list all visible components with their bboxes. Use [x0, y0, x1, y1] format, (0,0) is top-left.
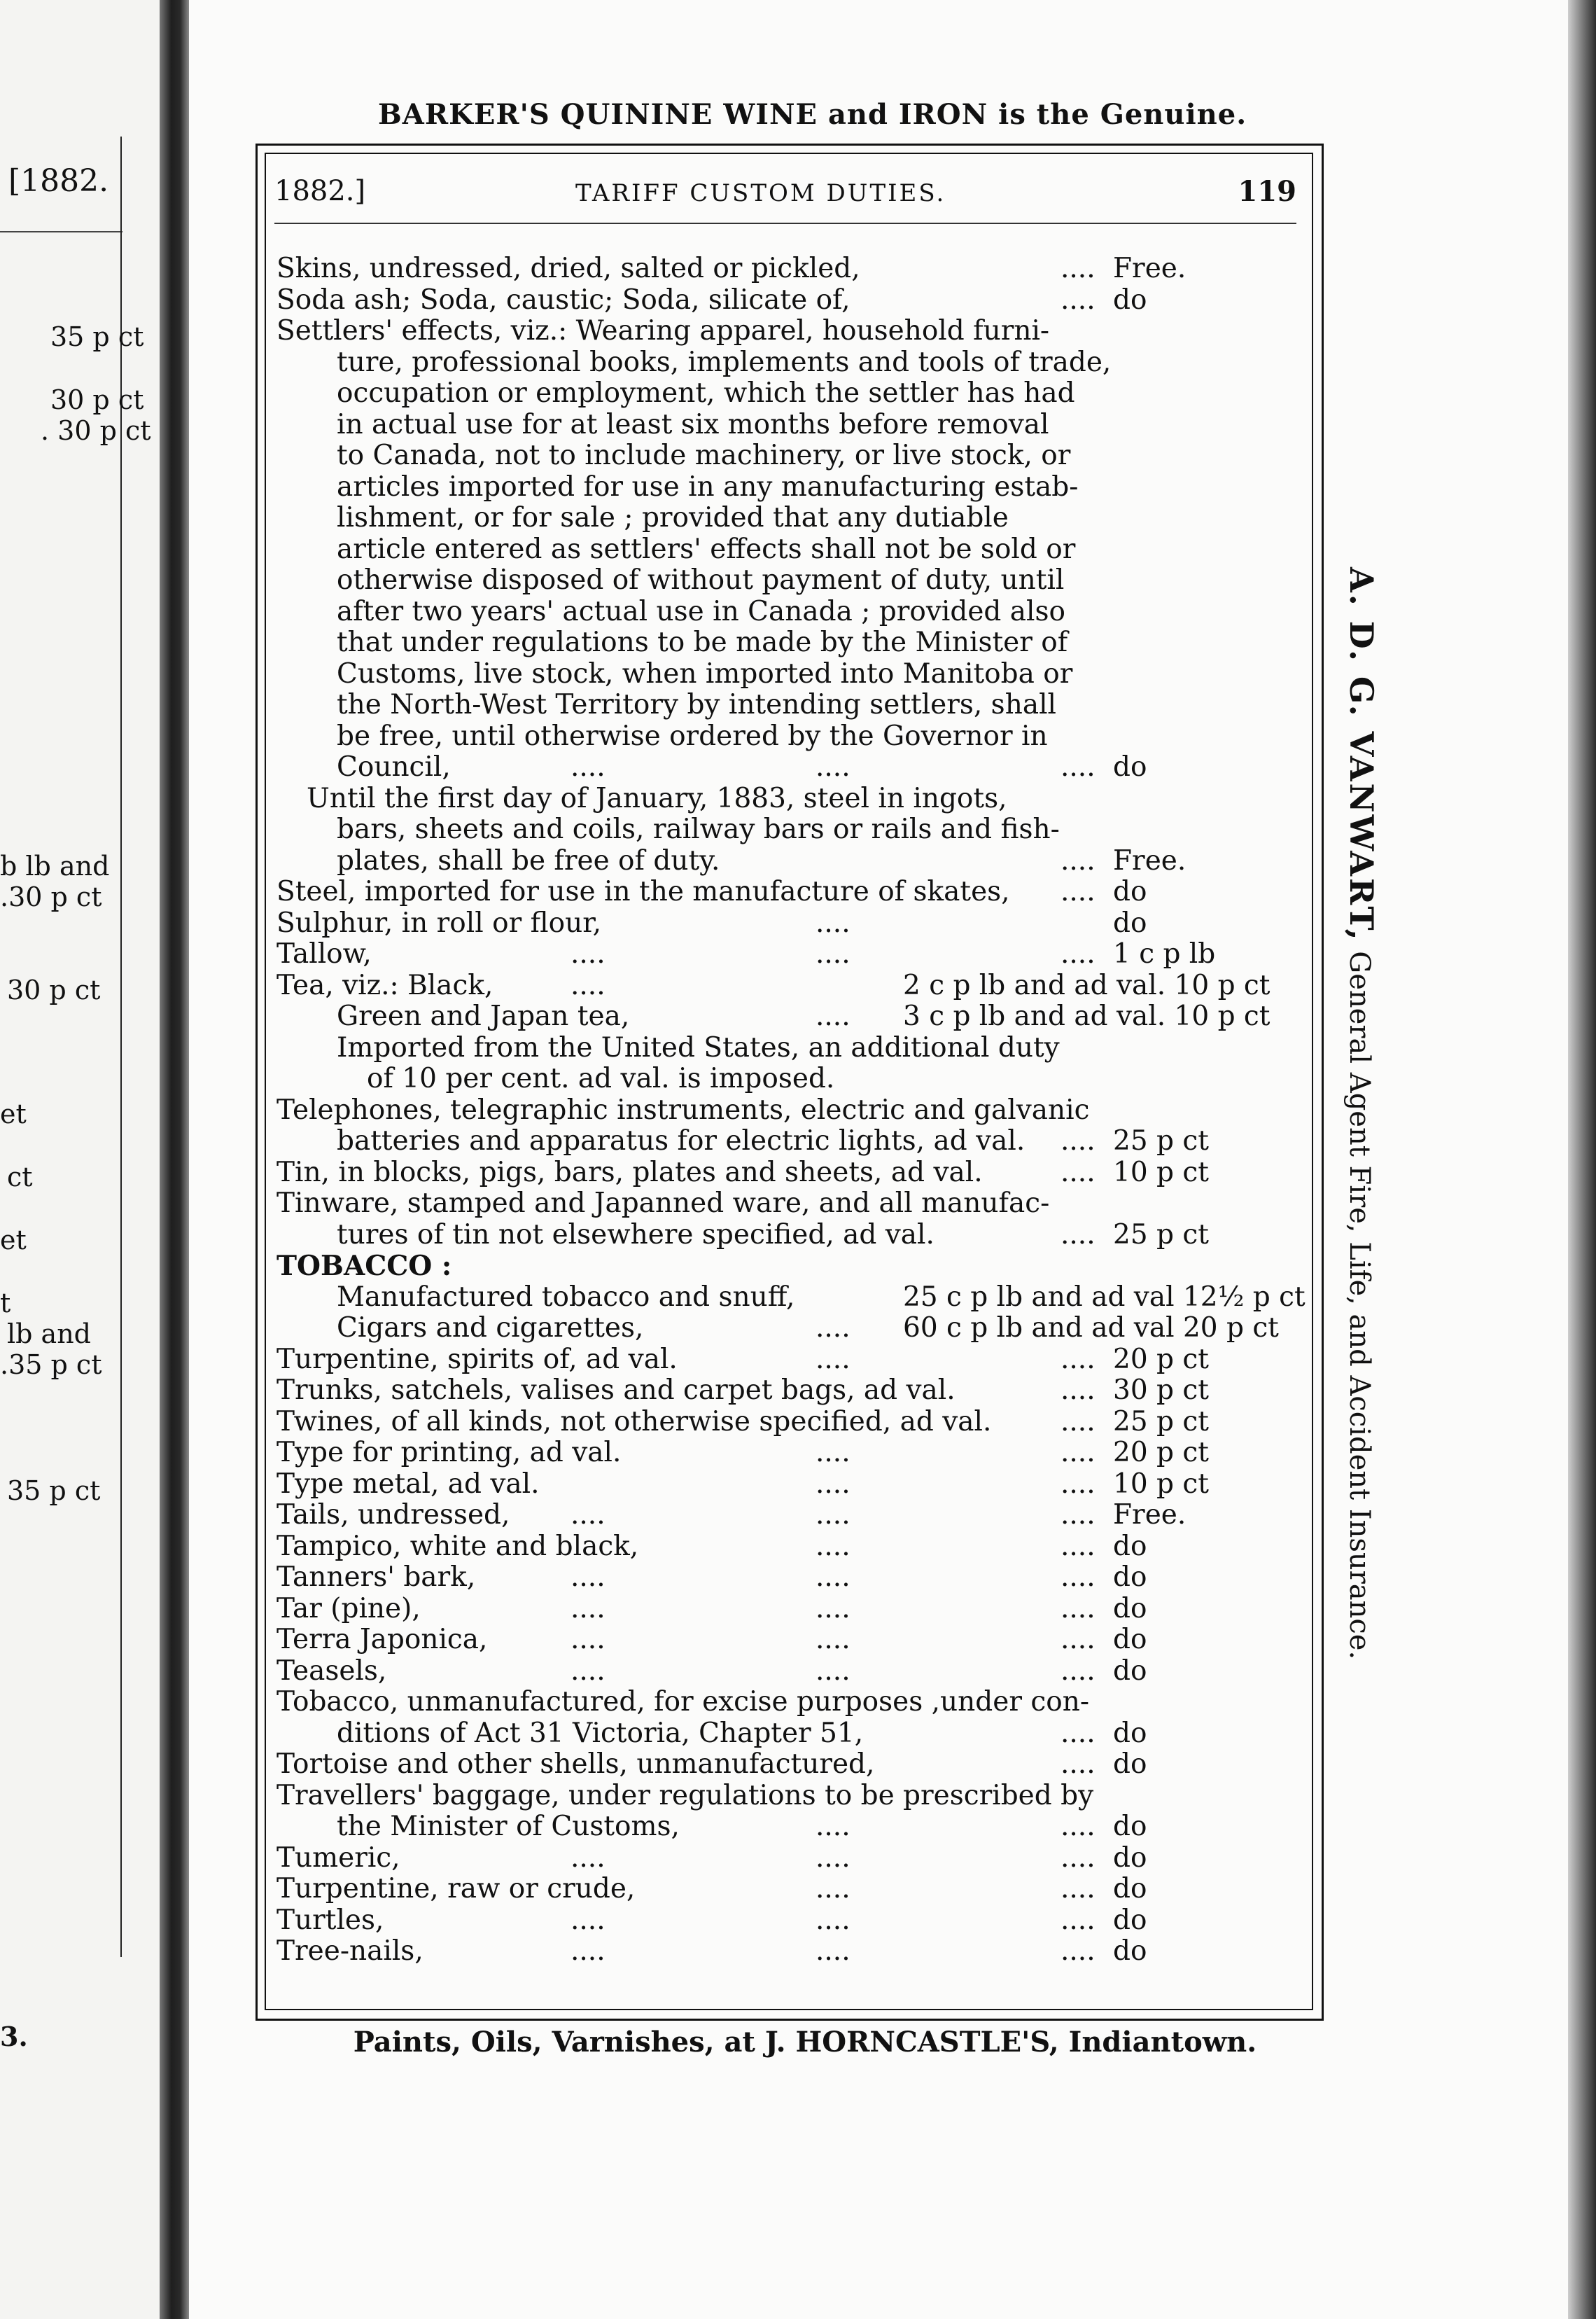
- leader-dots: ....: [570, 969, 606, 1001]
- item-text: Tin, in blocks, pigs, bars, plates and sheets, ad val.: [276, 1156, 983, 1188]
- duty-rate: Free.: [1113, 253, 1186, 284]
- leader-dots: ....: [1060, 1156, 1096, 1188]
- leader-dots: ....: [1060, 1624, 1096, 1655]
- leader-dots: ....: [570, 1655, 606, 1687]
- page-title: TARIFF CUSTOM DUTIES.: [575, 179, 946, 207]
- leader-dots: ....: [816, 1468, 850, 1500]
- page-header: [274, 175, 1296, 210]
- left-fragment: et: [0, 1225, 27, 1255]
- duty-rate: do: [1113, 1717, 1147, 1749]
- item-text: otherwise disposed of without payment of duty, until: [337, 564, 1065, 596]
- tariff-line: [276, 378, 1306, 410]
- leader-dots: ....: [816, 1530, 850, 1562]
- tariff-line: [276, 1749, 1306, 1781]
- item-text: Imported from the United States, an additional duty: [337, 1031, 1060, 1064]
- leader-dots: ....: [816, 1312, 850, 1344]
- running-head-advertisement: BARKER'S QUININE WINE and IRON is the Genuine.: [378, 98, 1247, 131]
- duty-rate: Free.: [1113, 1499, 1186, 1531]
- duty-rate: 25 p ct: [1113, 1218, 1209, 1251]
- item-text: Tortoise and other shells, unmanufactured,: [276, 1748, 875, 1780]
- leader-dots: ....: [816, 1935, 850, 1967]
- left-fragment: 35 p ct: [7, 1475, 101, 1506]
- leader-dots: ....: [816, 1624, 850, 1655]
- tariff-line: [276, 1562, 1306, 1594]
- tariff-line: [276, 1718, 1306, 1750]
- tariff-line: [276, 784, 1306, 815]
- section-heading: [276, 1251, 1306, 1282]
- tariff-line: [276, 1313, 1306, 1344]
- item-text: in actual use for at least six months before removal: [337, 408, 1049, 440]
- item-text: to Canada, not to include machinery, or live stock, or: [337, 440, 1071, 471]
- tariff-line: [276, 1157, 1306, 1189]
- leader-dots: ....: [816, 1655, 850, 1687]
- left-fragment: .35 p ct: [0, 1349, 102, 1380]
- leader-dots: ....: [570, 1499, 606, 1531]
- tariff-line: [276, 534, 1306, 566]
- tariff-line: [276, 1001, 1306, 1033]
- leader-dots: ....: [1060, 876, 1096, 907]
- side-ad-text: General Agent Fire, Life, and Accident Insurance.: [1343, 942, 1376, 1660]
- tariff-line: [276, 659, 1306, 690]
- tariff-line: [276, 908, 1306, 940]
- tariff-line: [276, 440, 1306, 472]
- item-text: Trunks, satchels, valises and carpet bags, ad val.: [276, 1374, 955, 1406]
- duty-rate: 20 p ct: [1113, 1437, 1209, 1468]
- leader-dots: ....: [816, 1873, 850, 1904]
- duty-rate: do: [1113, 1904, 1147, 1936]
- tariff-line: [276, 410, 1306, 441]
- leader-dots: ....: [816, 1001, 850, 1032]
- item-text: Customs, live stock, when imported into Manitoba or: [337, 657, 1073, 690]
- left-fragment: 30 p ct: [50, 384, 144, 415]
- leader-dots: ....: [816, 1841, 850, 1874]
- leader-dots: ....: [1060, 1811, 1096, 1842]
- leader-dots: ....: [1060, 1748, 1096, 1780]
- tariff-line: [276, 1531, 1306, 1563]
- leader-dots: ....: [816, 938, 850, 970]
- item-text: TOBACCO :: [276, 1250, 452, 1282]
- item-text: Tallow,: [276, 938, 372, 970]
- tariff-line: [276, 814, 1306, 846]
- tariff-line: [276, 1874, 1306, 1905]
- left-fragment: . 30 p ct: [41, 415, 151, 446]
- duty-rate: do: [1113, 1811, 1147, 1842]
- header-rule: [274, 223, 1296, 224]
- tariff-line: [276, 472, 1306, 503]
- leader-dots: ....: [816, 1904, 850, 1936]
- item-text: bars, sheets and coils, railway bars or rails and fish-: [337, 814, 1060, 845]
- tariff-line: [276, 752, 1306, 784]
- footer-advertisement: Paints, Oils, Varnishes, at J. HORNCASTLE'S, Indiantown.: [353, 2026, 1257, 2059]
- item-text: Turpentine, raw or crude,: [276, 1873, 636, 1904]
- side-advertisement: [1343, 567, 1380, 1660]
- tariff-line: [276, 1656, 1306, 1687]
- tariff-line: [276, 1843, 1306, 1874]
- item-text: Terra Japonica,: [276, 1624, 488, 1655]
- leader-dots: ....: [1060, 1405, 1096, 1437]
- duty-rate: 3 c p lb and ad val. 10 p ct: [903, 1001, 1270, 1032]
- item-text: Turtles,: [276, 1904, 384, 1936]
- header-year: 1882.]: [274, 175, 366, 207]
- left-page-header-rule: [0, 231, 122, 232]
- tariff-line: [276, 316, 1306, 347]
- leader-dots: ....: [570, 751, 606, 783]
- item-text: Until the first day of January, 1883, steel in ingots,: [307, 782, 1007, 814]
- duty-rate: 10 p ct: [1113, 1156, 1209, 1188]
- leader-dots: ....: [1060, 284, 1096, 316]
- book-gutter: [160, 0, 189, 2319]
- tariff-line: [276, 939, 1306, 970]
- item-text: Telephones, telegraphic instruments, electric and galvanic: [276, 1094, 1090, 1126]
- item-text: Tar (pine),: [276, 1592, 421, 1624]
- leader-dots: ....: [1060, 751, 1096, 783]
- tariff-line: [276, 285, 1306, 316]
- item-text: Type for printing, ad val.: [276, 1437, 622, 1468]
- duty-rate: do: [1113, 907, 1147, 939]
- left-fragment: et: [0, 1099, 27, 1129]
- tariff-line: [276, 1469, 1306, 1500]
- leader-dots: ....: [570, 1624, 606, 1655]
- duty-rate: do: [1113, 1935, 1147, 1967]
- duty-rate: do: [1113, 284, 1147, 316]
- duty-rate: 25 c p lb and ad val 12½ p ct: [903, 1281, 1306, 1313]
- tariff-line: [276, 1375, 1306, 1407]
- item-text: Council,: [337, 751, 451, 783]
- item-text: tures of tin not elsewhere specified, ad val.: [337, 1218, 934, 1251]
- tariff-line: [276, 1407, 1306, 1438]
- tariff-line: [276, 1936, 1306, 1968]
- tariff-line: [276, 565, 1306, 597]
- tariff-line: [276, 1126, 1306, 1157]
- leader-dots: ....: [1060, 1841, 1096, 1874]
- leader-dots: ....: [1060, 1499, 1096, 1531]
- item-text: Twines, of all kinds, not otherwise specified, ad val.: [276, 1405, 992, 1437]
- leader-dots: ....: [1060, 1873, 1096, 1904]
- left-fragment: .30 p ct: [0, 882, 102, 912]
- duty-rate: 10 p ct: [1113, 1468, 1209, 1500]
- leader-dots: ....: [1060, 253, 1096, 284]
- item-text: Cigars and cigarettes,: [337, 1312, 644, 1344]
- page-number: 119: [1238, 175, 1296, 208]
- tariff-line: [276, 253, 1306, 285]
- item-text: of 10 per cent. ad val. is imposed.: [367, 1063, 835, 1094]
- item-text: the North-West Territory by intending settlers, shall: [337, 689, 1057, 720]
- leader-dots: ....: [816, 1343, 850, 1375]
- duty-rate: do: [1113, 1655, 1147, 1687]
- duty-rate: 1 c p lb: [1113, 938, 1216, 970]
- tariff-line: [276, 970, 1306, 1002]
- leader-dots: ....: [1060, 1530, 1096, 1562]
- left-fragment: lb and: [7, 1318, 92, 1349]
- tariff-line: [276, 1033, 1306, 1064]
- tariff-line: [276, 1282, 1306, 1314]
- duty-rate: 25 p ct: [1113, 1405, 1209, 1437]
- item-text: Green and Japan tea,: [337, 1001, 630, 1032]
- leader-dots: ....: [1060, 1437, 1096, 1468]
- leader-dots: ....: [1060, 938, 1096, 970]
- item-text: Skins, undressed, dried, salted or pickled,: [276, 253, 860, 284]
- leader-dots: ....: [1060, 1935, 1096, 1967]
- tariff-line: [276, 1220, 1306, 1251]
- item-text: article entered as settlers' effects shall not be sold or: [337, 533, 1076, 565]
- leader-dots: ....: [570, 1904, 606, 1936]
- duty-rate: do: [1113, 1592, 1147, 1624]
- duty-rate: Free.: [1113, 844, 1186, 877]
- item-text: Tampico, white and black,: [276, 1530, 639, 1562]
- item-text: Steel, imported for use in the manufacture of skates,: [276, 876, 1010, 907]
- duty-rate: 25 p ct: [1113, 1125, 1209, 1157]
- leader-dots: ....: [1060, 1468, 1096, 1500]
- item-text: plates, shall be free of duty.: [337, 844, 720, 877]
- item-text: batteries and apparatus for electric lights, ad val.: [337, 1125, 1026, 1157]
- duty-rate: 60 c p lb and ad val 20 p ct: [903, 1312, 1279, 1344]
- tariff-entries: [276, 253, 1306, 1968]
- tariff-line: [276, 1811, 1306, 1843]
- tariff-line: [276, 1687, 1306, 1718]
- duty-rate: do: [1113, 751, 1147, 783]
- page-edge: [1568, 0, 1596, 2319]
- leader-dots: ....: [816, 907, 850, 939]
- leader-dots: ....: [816, 1561, 850, 1593]
- left-page-fragment: [0, 0, 160, 2319]
- tariff-line: [276, 1594, 1306, 1625]
- item-text: Tree-nails,: [276, 1935, 424, 1967]
- left-fragment: 35 p ct: [50, 321, 144, 352]
- left-fragment: t: [0, 1288, 11, 1318]
- tariff-line: [276, 721, 1306, 753]
- item-text: ditions of Act 31 Victoria, Chapter 51,: [337, 1717, 864, 1749]
- tariff-line: [276, 1437, 1306, 1469]
- duty-rate: do: [1113, 1530, 1147, 1562]
- tariff-line: [276, 1344, 1306, 1376]
- leader-dots: ....: [816, 751, 850, 783]
- duty-rate: do: [1113, 1561, 1147, 1593]
- item-text: Teasels,: [276, 1655, 387, 1687]
- tariff-line: [276, 846, 1306, 877]
- leader-dots: ....: [816, 1811, 850, 1842]
- item-text: occupation or employment, which the settler has had: [337, 377, 1075, 409]
- item-text: that under regulations to be made by the Minister of: [337, 627, 1068, 658]
- item-text: Tanners' bark,: [276, 1561, 476, 1593]
- tariff-line: [276, 503, 1306, 534]
- leader-dots: ....: [570, 1935, 606, 1967]
- leader-dots: ....: [1060, 1218, 1096, 1251]
- left-fragment: b lb and: [0, 851, 110, 882]
- tariff-line: [276, 1624, 1306, 1656]
- tariff-line: [276, 627, 1306, 659]
- leader-dots: ....: [570, 938, 606, 970]
- item-text: Tumeric,: [276, 1841, 400, 1874]
- tariff-line: [276, 1500, 1306, 1531]
- item-text: lishment, or for sale ; provided that any dutiable: [337, 502, 1009, 534]
- left-fragment: ct: [7, 1162, 33, 1192]
- duty-rate: 20 p ct: [1113, 1343, 1209, 1375]
- leader-dots: ....: [1060, 1904, 1096, 1936]
- item-text: Tea, viz.: Black,: [276, 969, 493, 1001]
- item-text: Tobacco, unmanufactured, for excise purposes ,under con-: [276, 1686, 1089, 1718]
- leader-dots: ....: [1060, 1655, 1096, 1687]
- leader-dots: ....: [1060, 1125, 1096, 1157]
- item-text: articles imported for use in any manufacturing estab-: [337, 471, 1079, 503]
- leader-dots: ....: [1060, 844, 1096, 877]
- item-text: the Minister of Customs,: [337, 1811, 680, 1842]
- tariff-line: [276, 690, 1306, 721]
- item-text: Sulphur, in roll or flour,: [276, 907, 602, 939]
- tariff-line: [276, 1064, 1306, 1095]
- item-text: be free, until otherwise ordered by the Governor in: [337, 720, 1048, 752]
- item-text: Manufactured tobacco and snuff,: [337, 1281, 795, 1313]
- item-text: Tinware, stamped and Japanned ware, and all manufac-: [276, 1188, 1050, 1219]
- left-fragment: 30 p ct: [7, 975, 101, 1005]
- item-text: Turpentine, spirits of, ad val.: [276, 1343, 678, 1375]
- item-text: Travellers' baggage, under regulations to be prescribed by: [276, 1779, 1094, 1811]
- tariff-line: [276, 597, 1306, 628]
- item-text: ture, professional books, implements and tools of trade,: [337, 346, 1112, 378]
- tariff-line: [276, 347, 1306, 379]
- duty-rate: do: [1113, 1873, 1147, 1904]
- duty-rate: do: [1113, 1841, 1147, 1874]
- item-text: Settlers' effects, viz.: Wearing apparel, household furni-: [276, 315, 1050, 347]
- leader-dots: ....: [1060, 1374, 1096, 1406]
- duty-rate: 2 c p lb and ad val. 10 p ct: [903, 969, 1270, 1001]
- tariff-line: [276, 1095, 1306, 1127]
- leader-dots: ....: [816, 1499, 850, 1531]
- leader-dots: ....: [570, 1561, 606, 1593]
- tariff-line: [276, 1905, 1306, 1937]
- leader-dots: ....: [816, 1592, 850, 1624]
- leader-dots: ....: [1060, 1343, 1096, 1375]
- item-text: Soda ash; Soda, caustic; Soda, silicate of,: [276, 284, 850, 316]
- leader-dots: ....: [570, 1841, 606, 1874]
- item-text: Tails, undressed,: [276, 1499, 510, 1531]
- leader-dots: ....: [1060, 1592, 1096, 1624]
- leader-dots: ....: [816, 1437, 850, 1468]
- leader-dots: ....: [570, 1592, 606, 1624]
- duty-rate: 30 p ct: [1113, 1374, 1209, 1406]
- left-fragment: 3.: [0, 2021, 28, 2052]
- duty-rate: do: [1113, 1624, 1147, 1655]
- duty-rate: do: [1113, 1748, 1147, 1780]
- item-text: after two years' actual use in Canada ; provided also: [337, 595, 1065, 627]
- tariff-line: [276, 1781, 1306, 1812]
- item-text: Type metal, ad val.: [276, 1468, 540, 1500]
- leader-dots: ....: [1060, 1561, 1096, 1593]
- tariff-line: [276, 877, 1306, 908]
- leader-dots: ....: [1060, 1717, 1096, 1749]
- side-ad-name: A. D. G. VANWART,: [1343, 567, 1380, 942]
- tariff-line: [276, 1188, 1306, 1220]
- left-page-year: [1882.: [8, 163, 109, 199]
- duty-rate: do: [1113, 876, 1147, 907]
